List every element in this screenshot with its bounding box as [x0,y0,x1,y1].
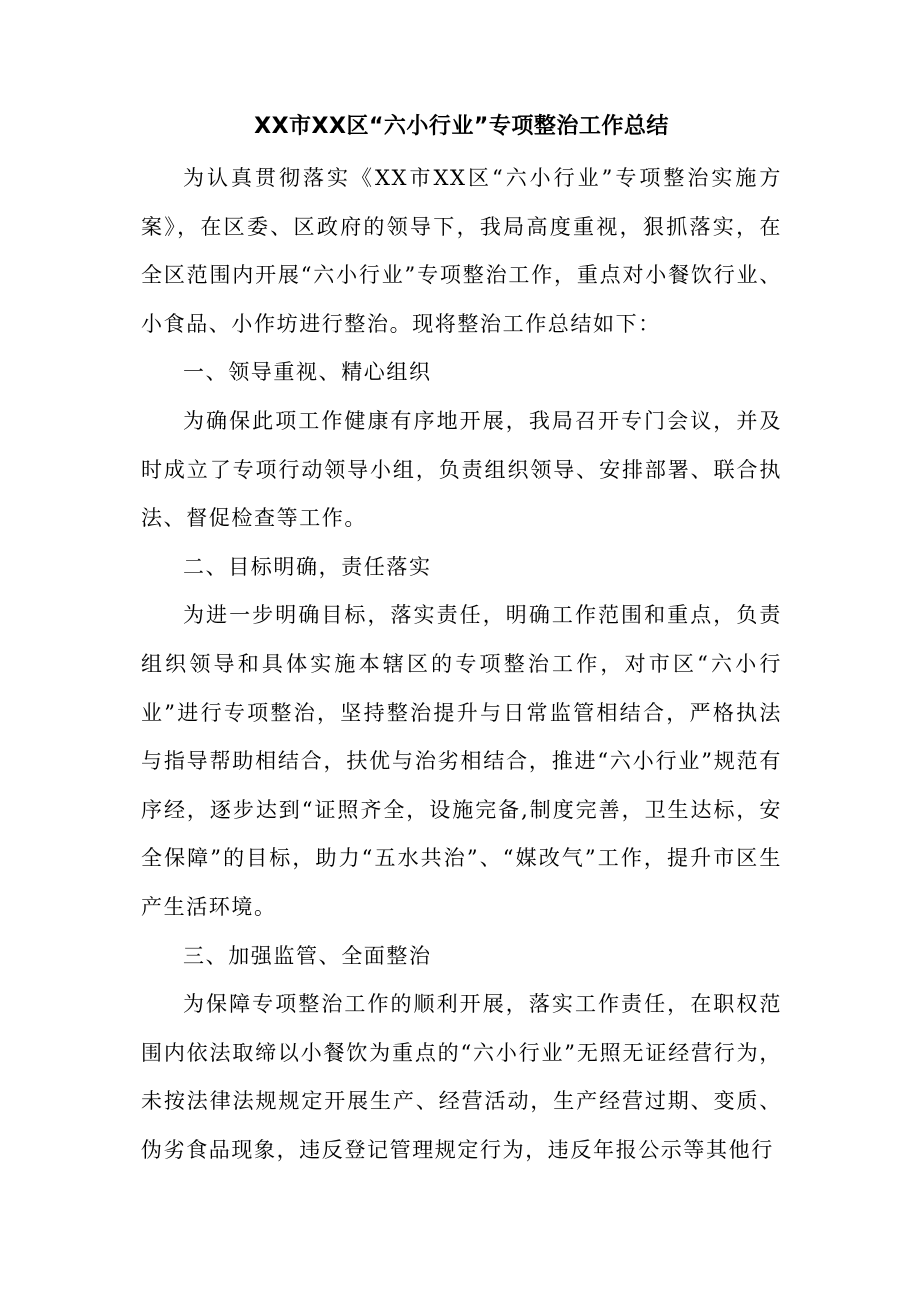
section-body-1: 为确保此项工作健康有序地开展，我局召开专门会议，并及时成立了专项行动领导小组，负责组织领导、安排部署、联合执法、督促检查等工作。 [141,408,782,531]
section-heading-3: 三、加强监管、全面整治 [183,943,432,968]
section-heading-2: 二、目标明确，责任落实 [183,554,432,579]
section-body-2: 为进一步明确目标，落实责任，明确工作范围和重点，负责组织领导和具体实施本辖区的专项整治工作，对市区“六小行业”进行专项整治，坚持整治提升与日常监管相结合，严格执法与指导帮助相结合，扶优与治劣相结合，推进“六小行业”规范有序经，逐步达到“证照齐全，设施完备,制度完善，卫生达标，安全保障”的目标，助力“五水共治”、“媒改气”工作，提升市区生产生活环境。 [141,603,782,919]
section-body-3: 为保障专项整治工作的顺利开展，落实工作责任，在职权范围内依法取缔以小餐饮为重点的“六小行业”无照无证经营行为，未按法律法规规定开展生产、经营活动，生产经营过期、变质、伪劣食品现象，违反登记管理规定行为，违反年报公示等其他行 [141,992,782,1162]
document-title: XX市XX区“六小行业”专项整治工作总结 [254,114,669,139]
intro-paragraph: 为认真贯彻落实《XX市XX区“六小行业”专项整治实施方案》，在区委、区政府的领导下，我局高度重视，狠抓落实，在全区范围内开展“六小行业”专项整治工作，重点对小餐饮行业、小食品、小作坊进行整治。现将整治工作总结如下： [141,166,782,336]
section-heading-1: 一、领导重视、精心组织 [183,360,432,385]
